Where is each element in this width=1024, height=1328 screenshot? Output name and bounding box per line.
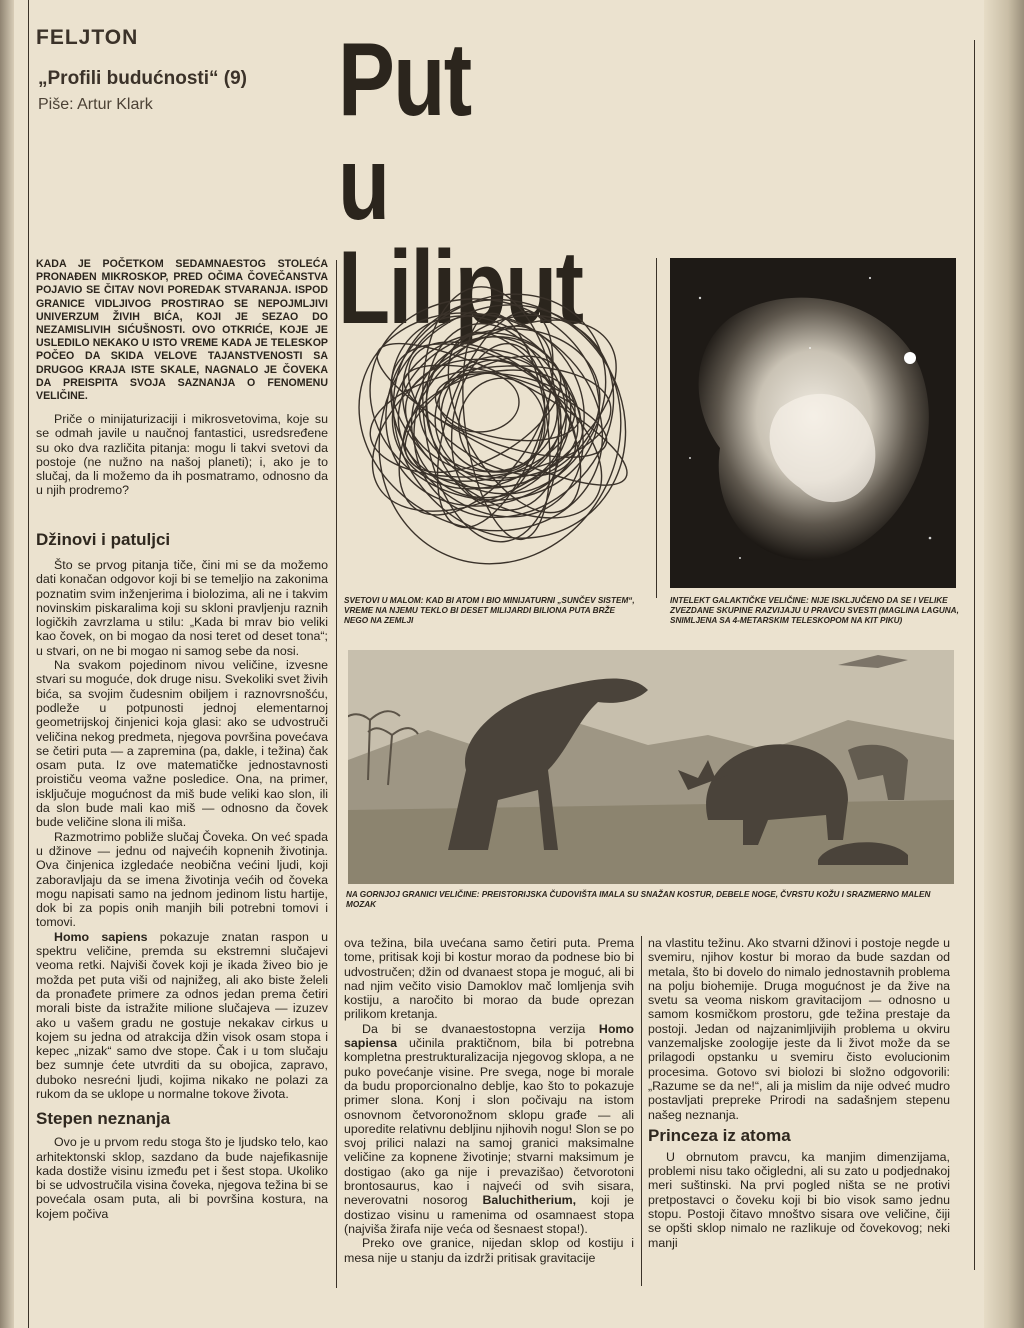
term-baluchitherium: Baluchitherium, bbox=[482, 1193, 577, 1208]
headline-line-1: Put bbox=[338, 22, 471, 138]
atom-scribble-illustration bbox=[344, 262, 644, 582]
paragraph: Razmotrimo pobliže slučaj Čoveka. On već spada u džinove — jednu od najvećih kopnenih životinja. Ova činjenica izgledaće neobična većini ljudi, koji zaboravljaju da se imena životinja većih od čoveka mogu napisati samo na jednom jedinom listu hartije, dok bi za popis onih manjih bili potrebni tomovi i tomovi. bbox=[36, 829, 328, 930]
column-rule-2 bbox=[656, 258, 657, 598]
caption-scribble: SVETOVI U MALOM: KAD BI ATOM I BIO MINIJATURNI „SUNČEV SISTEM“, VREME NA NJEMU TEKLO BI DESET MILIJARDI BILIONA PUTA BRŽE NEGO NA ZEMLJI bbox=[344, 596, 635, 625]
paragraph: Na svakom pojedinom nivou veličine, izvesne stvari su moguće, dok druge nisu. Svekoliki svet živih bića, sa svojim čudesnim obiljem i raznovrsnošću, podleže u potpunosti jednoj elementarnoj geometrijskoj činjenici koja glasi: ako se udvostruči veličina nekog predmeta, njegova površina povećava se četiri puta — a zapremina (pa, dakle, i težina) čak osam puta. Iz ove matematičke jednostavnosti proističu veoma važne posledice. Ona, na primer, isključuje mogućnost da miš bude veliki kao slon, ili da slon bude mali kao miš — odnosno da čovek bude veličine slona ili miša. bbox=[36, 658, 328, 830]
subhead-princess: Princeza iz atoma bbox=[648, 1125, 791, 1145]
paragraph: Ovo je u prvom redu stoga što je ljudsko telo, kao arhitektonski sklop, sazdano da bude najefikasnije kada dostiže visinu između pet i šest stopa. Ukoliko bi se udvostručila visina čoveka, njegova težina bi se povećala osam puta, ali bi površina kostura, na kojem počiva bbox=[36, 1135, 328, 1221]
term-homo-sapiensa: Homo sapiensa bbox=[344, 1021, 634, 1051]
scribble-loop bbox=[346, 262, 644, 582]
term-homo-sapiens: Homo sapiens bbox=[54, 929, 148, 944]
paragraph: Preko ove granice, nijedan sklop od kostiju i mesa nije u stanju da izdrži pritisak gravitacije bbox=[344, 1236, 634, 1265]
paragraph: na vlastitu težinu. Ako stvarni džinovi i postoje negde u svemiru, njihov kostur bi morao da bude sazdan od metala, što bi dovelo do nimalo jednostavnih problema na polju biohemije. Druga mogućnost je da žive na svetu sa veoma niskom gravitacijom — odnosno u samom kosmičkom prostoru, gde težina prestaje da postoji. Jedan od najzanimljivijih problema u okviru vanzemaljske zoologije jeste da li život može da se prilagodi opstanku u svemiru čisto evolucionim procesima. Gotovo svi biolozi bi složno odgovorili: „Razume se da ne!“, ali ja mislim da nije odveć mudro postavljati prepreke Prirodi na sadašnjem stepenu našeg neznanja. bbox=[648, 936, 950, 1122]
paragraph: ova težina, bila uvećana samo četiri puta. Prema tome, pritisak koji bi kostur morao da podnese bio bi udvostručen; džin od dvanaest stopa je moguć, ali bi nad njim večito visio Damoklov mač lomljenja svih kostiju, a naročito bi morao da bude oprezan prilikom kretanja. bbox=[344, 936, 634, 1022]
scribble-loop bbox=[379, 304, 604, 530]
column-rule-3 bbox=[641, 936, 642, 1286]
margin-rule-left bbox=[28, 0, 29, 1328]
section-label: FELJTON bbox=[36, 26, 139, 49]
subhead-giants: Džinovi i patuljci bbox=[36, 530, 171, 549]
column-3 bbox=[648, 936, 950, 1250]
caption-dinosaurs: NA GORNJOJ GRANICI VELIČINE: PREISTORIJSKA ČUDOVIŠTA IMALA SU SNAŽAN KOSTUR, DEBELE NOGE, ČVRSTU KOŽU I SRAZMERNO MALEN MOZAK bbox=[346, 890, 931, 909]
column-2 bbox=[344, 936, 634, 1265]
scribble-loop bbox=[344, 274, 638, 570]
paragraph bbox=[344, 1022, 634, 1236]
author-byline: Piše: Artur Klark bbox=[38, 96, 153, 113]
lead-paragraph: KADA JE POČETKOM SEDAMNAESTOG STOLEĆA PRONAĐEN MIKROSKOP, PRED OČIMA ČOVEČANSTVA POJAVIO SE ČITAV NOVI POREDAK STVARANJA. ISPOD GRANICE VIDLJIVOG PROSTIRAO SE NEPOJMLJIVI UNIVERZUM ŽIVIH BIĆA, KOJI JE SEZAO DO NEZAMISLIVIH SIĆUŠNOSTI. OVO OTKRIĆE, KOJE JE USLEDILO NEKAKO U ISTO VREME KADA JE TELESKOP POČEO DA SKIDA VELOVE TAJANSTVENOSTI SA DRUGOG KRAJA ISTE SKALE, NAGNALO JE ČOVEKA DA PREISPITA SVOJA SAZNANJA O FENOMENU VELIČINE. bbox=[36, 258, 328, 403]
subhead-ignorance: Stepen neznanja bbox=[36, 1109, 171, 1129]
series-title: „Profili budućnosti“ (9) bbox=[38, 68, 247, 89]
lagoon-nebula-photo bbox=[670, 258, 956, 588]
paragraph bbox=[36, 930, 328, 1102]
paragraph-text: učinila praktičnom, bila bi potrebna kompletna prestrukturalizacija njegovog sklopa, a ne puko povećanje visine. Pre svega, noge bi morale da budu proporcionalno deblje, kao što to pokazuje primer slona. Konj i slon počivaju na istom osnovnom četvoronožnom sklopu građe — ali uporedite relativnu debljinu njihovih nogu! Slon se po svoj prilici nalazi na samoj granici maksimalne veličine za kopnene životinje; stvarni maksimum je dostigao (ako ga nije i prevazišao) četvorotoni brontosaurus, kao i najveći od svih sisara, neverovatni nosorog bbox=[344, 1036, 635, 1208]
dinosaur-scene bbox=[348, 650, 954, 884]
paragraph-text: pokazuje znatan raspon u spektru veličine, premda su ekstremni slučajevi veoma retki. Najviši čovek koji je ikada živeo bio je možda pet puta viši od najnižeg, ali ako biste želeli da pronađete primere za odnos jedan prema četiri morali biste da istražite milione slučajeva — izuzev ako u vašem gradu ne gostuje nekakav cirkus u kojem su jedna od atrakcija džin visok osam stopa i kepec „nizak“ samo dve stope. Čak i u tom slučaju bez sumnje ćete utvrditi da su obojica, zapravo, duboko nesrećni ljudi, kojima nikako ne polazi za rukom da se uklope u normalne tokove života. bbox=[36, 929, 328, 1101]
dinosaur-illustration bbox=[348, 650, 954, 884]
intro-paragraph bbox=[36, 412, 328, 498]
caption-nebula: INTELEKT GALAKTIČKE VELIČINE: NIJE ISKLJUČENO DA SE I VELIKE ZVEZDANE SKUPINE RAZVIJAJU U PRAVCU SVESTI (MAGLINA LAGUNA, SNIMLJENA SA 4-METARSKIM TELESKOPOM NA KIT PIKU) bbox=[670, 596, 959, 625]
column-rule-1 bbox=[336, 260, 337, 1288]
page-right-edge bbox=[984, 0, 1024, 1328]
page-binding-edge bbox=[0, 0, 14, 1328]
paragraph-text: Da bi se dvanaestostopna verzija bbox=[362, 1021, 599, 1036]
paragraph: Što se prvog pitanja tiče, čini mi se da možemo dati konačan odgovor koji bi se temeljio na zakonima poznatim svim inženjerima i biolozima, ali ne i takvim novinskim piskaralima koji su skloni pravljenju raznih logičkih zavrzlama u stilu: „Kada bi mrav bio veliki kao čovek, on bi mogao da nosi teret od deset tona“; u stvari, on ne bi mogao ni samog sebe da nosi. bbox=[36, 558, 328, 658]
nebula-image bbox=[670, 258, 956, 588]
headline-line-2: u Liliput bbox=[338, 126, 583, 346]
intro-text: Priče o minijaturizaciji i mikrosvetovima, koje su se odmah javile u naučnoj fantastici, usredsređene su oko dva različita pitanja: mogu li takvi svetovi da postoje (ne nužno na našoj planeti); i, ako je to slučaj, da li možemo da ih posmatramo, odnosno da u njih prodremo? bbox=[36, 412, 328, 498]
paragraph: U obrnutom pravcu, ka manjim dimenzijama, problemi nisu tako očigledni, ali su zato u podjednakoj meri suštinski. Na prvi pogled ništa se ne protivi pretpostavci o čoveku koji bi bio visok samo jednu stopu. Postoji čitavo mnoštvo sisara ove veličine, čiji se opšti sklop nimalo ne razlikuje od čovekovog; neki manji bbox=[648, 1149, 950, 1250]
column-1 bbox=[36, 530, 328, 1221]
paragraph-text: koji je dostizao visinu u ramenima od osamnaest stopa (najviša žirafa nije veća od šesnaest stopa!). bbox=[344, 1193, 634, 1236]
margin-rule-right bbox=[974, 40, 975, 1270]
